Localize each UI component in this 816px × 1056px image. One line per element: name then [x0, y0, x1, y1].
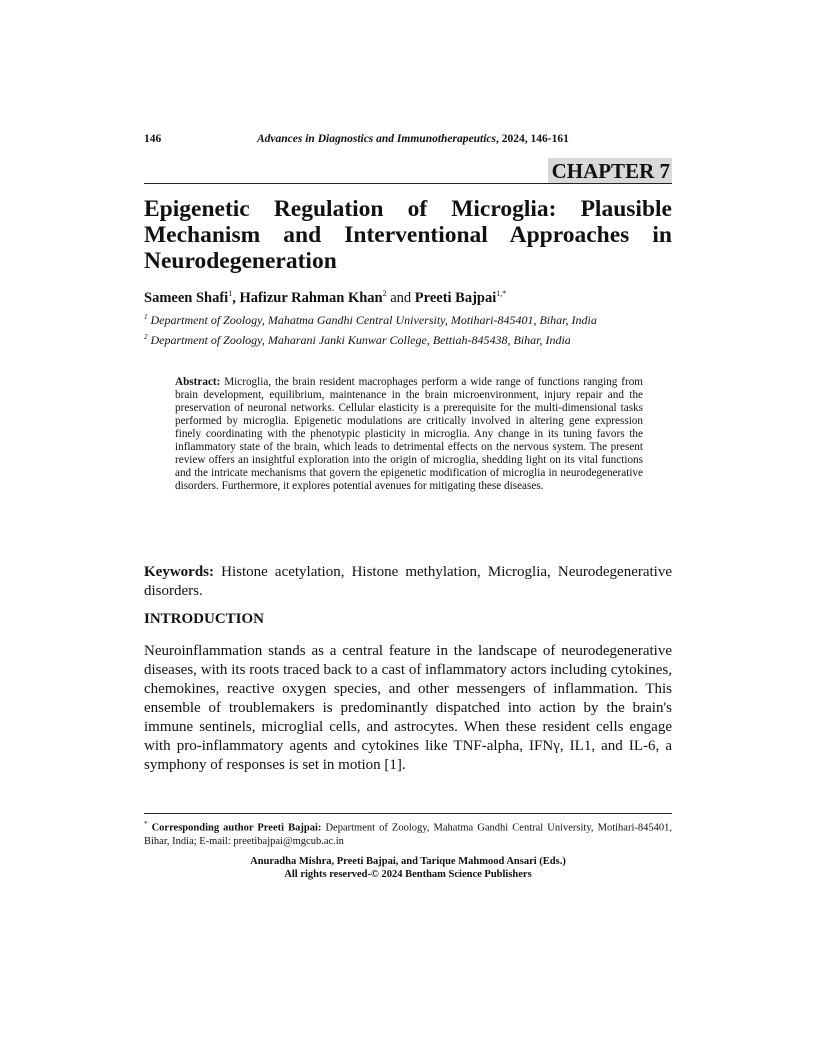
- paper-title: Epigenetic Regulation of Microglia: Plausible Mechanism and Interventional Approaches in Neurodegeneration: [144, 196, 672, 274]
- author-affiliation-marker: 1,*: [496, 289, 507, 298]
- copyright-footer: [144, 855, 672, 881]
- abstract-label: Abstract:: [175, 376, 221, 388]
- author-separator: ,: [232, 289, 240, 306]
- author-name: Preeti Bajpai: [414, 289, 497, 306]
- affiliation: [144, 333, 672, 348]
- chapter-heading: [144, 158, 672, 183]
- affiliation-marker: 1: [144, 313, 148, 321]
- author-affiliation-marker: 2: [382, 289, 387, 298]
- affiliation-text: Department of Zoology, Mahatma Gandhi Central University, Motihari-845401, Bihar, India: [150, 313, 597, 327]
- footnote-text: Department of Zoology, Mahatma Gandhi Central University, Motihari-845401, Bihar, India; E-mail: preetibajpai@mgcub.ac.in: [144, 822, 672, 847]
- abstract: [175, 376, 643, 493]
- editors-line: Anuradha Mishra, Preeti Bajpai, and Tarique Mahmood Ansari (Eds.): [250, 856, 566, 867]
- author-name: Sameen Shafi: [144, 289, 229, 306]
- affiliation-marker: 2: [144, 333, 148, 341]
- page-number: 146: [144, 133, 162, 145]
- introduction-paragraph: Neuroinflammation stands as a central feature in the landscape of neurodegenerative diseases, with its roots traced back to a cast of inflammatory actors including cytokines, chemokines, reactive oxygen species, and other messengers of inflammation. This ensemble of troublemakers is predominantly dispatched into action by the brain's immune sentinels, microglial cells, and astrocytes. When these resident cells engage with pro-inflammatory agents and cytokines like TNF-alpha, IFNγ, IL1, and IL-6, a symphony of responses is set in motion [1].: [144, 643, 672, 773]
- journal-citation: [257, 133, 569, 145]
- author-separator: and: [386, 289, 415, 306]
- author-list: [144, 289, 672, 307]
- author-name: Hafizur Rahman Khan: [239, 289, 383, 306]
- section-heading-introduction: INTRODUCTION: [144, 611, 265, 627]
- keywords: [144, 563, 672, 601]
- affiliation: [144, 313, 672, 328]
- keywords-label: Keywords:: [144, 564, 214, 580]
- chapter-divider: [144, 183, 672, 184]
- corresponding-author-footnote: [144, 818, 672, 848]
- footnote-divider: [144, 813, 672, 814]
- author-affiliation-marker: 1: [228, 289, 233, 298]
- journal-details: , 2024, 146-161: [495, 133, 569, 145]
- rights-line: All rights reserved-© 2024 Bentham Science Publishers: [284, 869, 532, 880]
- affiliation-text: Department of Zoology, Maharani Janki Kunwar College, Bettiah-845438, Bihar, India: [150, 333, 571, 347]
- footnote-label: Corresponding author Preeti Bajpai:: [151, 822, 322, 834]
- journal-name: Advances in Diagnostics and Immunotherapeutics: [257, 133, 496, 145]
- abstract-text: Microglia, the brain resident macrophages perform a wide range of functions ranging from brain development, equilibrium, maintenance in the brain microenvironment, injury repair and the preservation of neuronal networks. Cellular elasticity is a prerequisite for the multi-dimensional tasks performed by microglia. Epigenetic modulations are critically involved in altering gene expression finely coordinating with the phenotypic plasticity in microglia. Any change in its tuning favors the inflammatory state of the brain, which leads to detrimental effects on the nervous system. The present review offers an insightful exploration into the origin of microglia, shedding light on its vital functions and the intricate mechanisms that govern the epigenetic modification of microglia in neurodegenerative disorders. Furthermore, it explores potential avenues for mitigating these diseases.: [175, 376, 643, 492]
- keywords-text: Histone acetylation, Histone methylation, Microglia, Neurodegenerative disorders.: [144, 564, 672, 599]
- chapter-label: CHAPTER 7: [548, 158, 672, 183]
- footnote-marker: *: [144, 820, 148, 828]
